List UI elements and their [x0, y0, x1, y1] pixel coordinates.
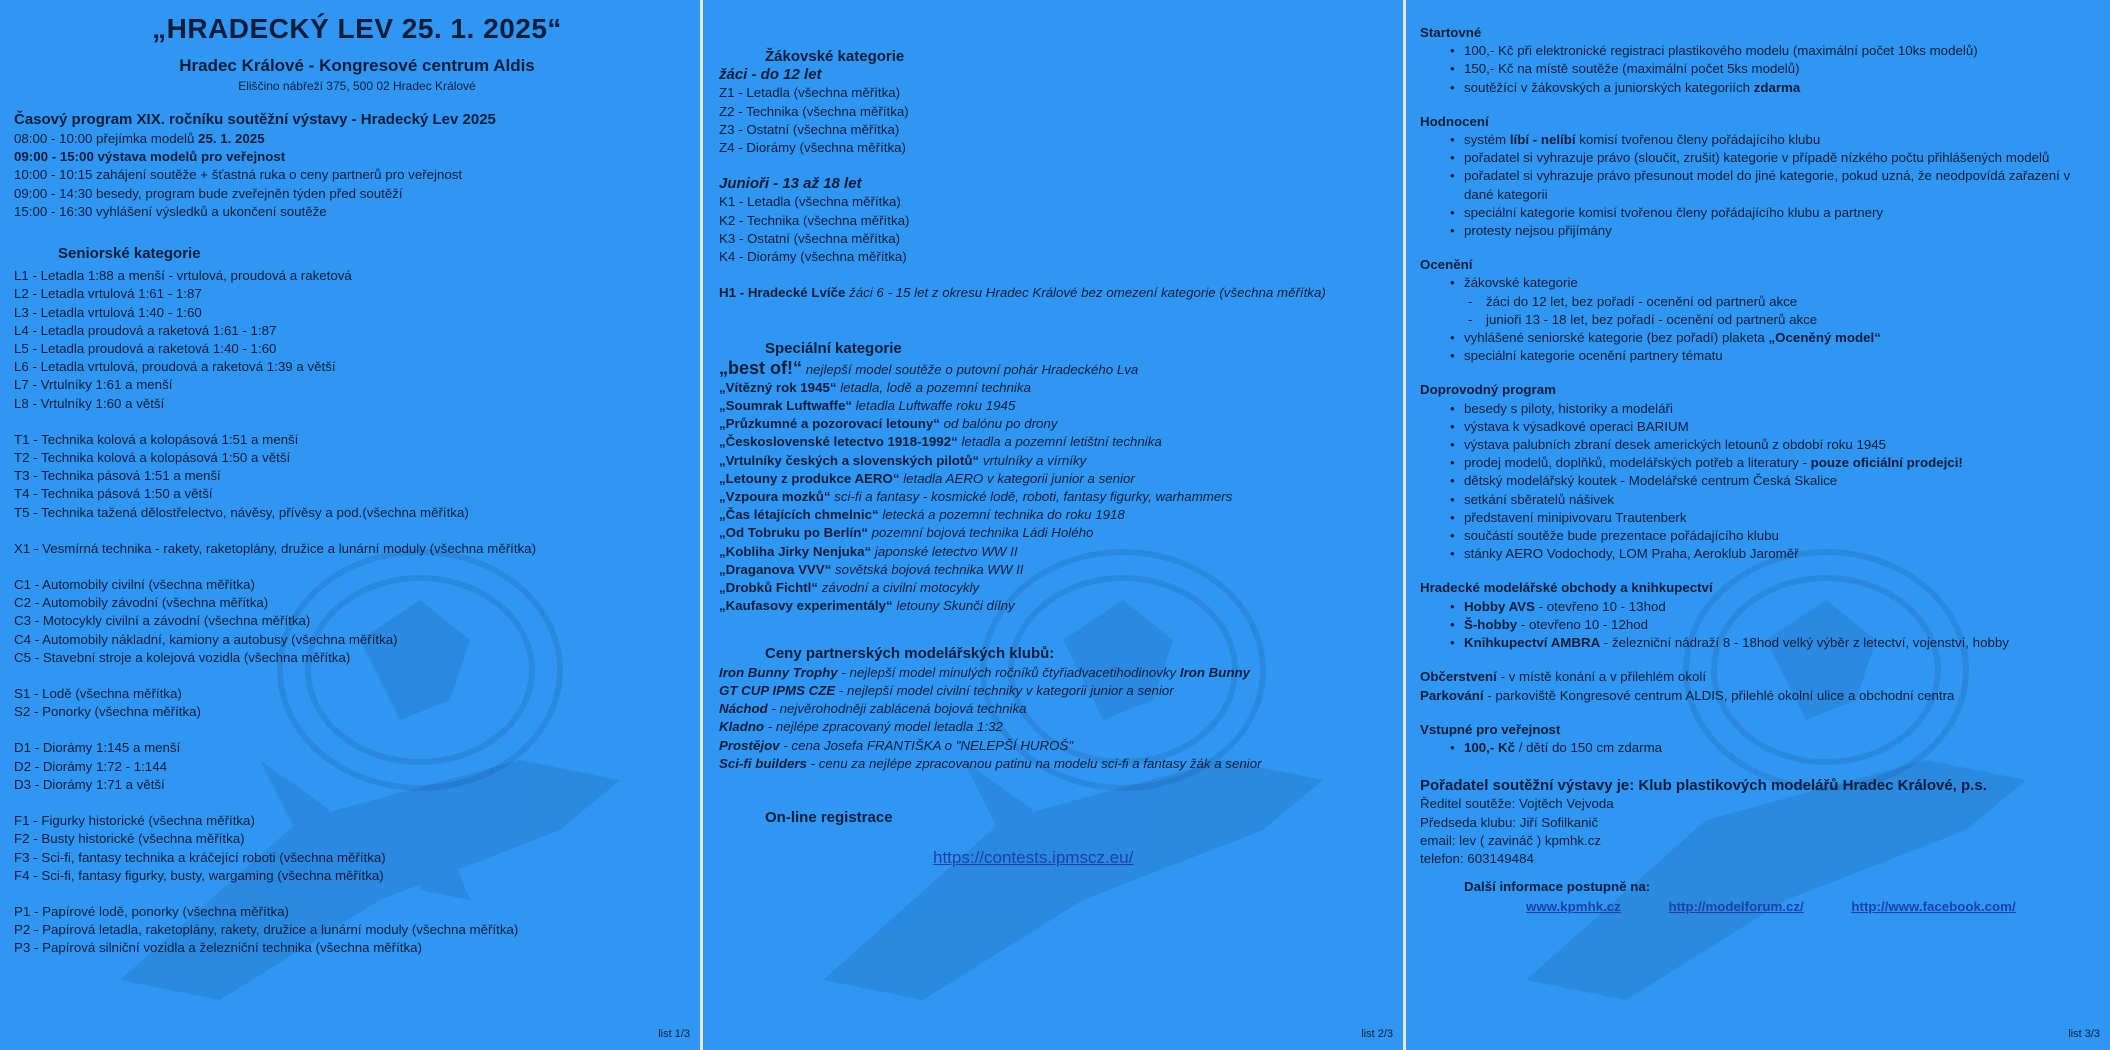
special-category: „Kaufasovy experimentály“ letouny Skunči dílny [719, 598, 1015, 614]
senior-heading: Seniorské kategorie [58, 245, 201, 263]
category-item: C1 - Automobily civilní (všechna měřítka) [14, 577, 255, 593]
club-prize: Náchod - nejvěrohodněji zablácená bojová technika [719, 701, 1027, 717]
category-item: L6 - Letadla vrtulová, proudová a raketová 1:39 a větší [14, 359, 336, 375]
shop-item: • Hobby AVS - otevřeno 10 - 13hod [1420, 598, 2110, 616]
special-category: „Letouny z produkce AERO“ letadla AERO v kategorii junior a senior [719, 470, 1135, 486]
program-title: Časový program XIX. ročníku soutěžní výstavy - Hradecký Lev 2025 [14, 111, 496, 128]
page-3-content [1406, 0, 2110, 1050]
category-item: T5 - Technika tažená dělostřelectvo, návěsy, přívěsy a pod.(všechna měřítka) [14, 504, 469, 520]
program-item: • dětský modelářský koutek - Modelářské centrum Česká Skalice [1420, 472, 2110, 490]
page-1-content [0, 0, 700, 1050]
category-item: T2 - Technika kolová a kolopásová 1:50 a větší [14, 450, 291, 466]
special-category: „Průzkumné a pozorovací letouny“ od balónu po drony [719, 416, 1058, 432]
pupils-subheading: žáci - do 12 let [719, 66, 822, 84]
category-item: L2 - Letadla vrtulová 1:61 - 1:87 [14, 286, 202, 302]
schedule-item: 09:00 - 14:30 besedy, program bude zveřejněn týden před soutěží [14, 185, 403, 201]
category-item: Z1 - Letadla (všechna měřítka) [719, 85, 901, 101]
category-item: L4 - Letadla proudová a raketová 1:61 - 1:87 [14, 322, 277, 338]
shop-item: • Knihkupectví AMBRA - železniční nádraží 8 - 18hod velký výběr z letectví, vojenství, hobby [1420, 634, 2110, 652]
junior-categories-heading: Žákovské kategorie [765, 48, 905, 65]
program-item: • součástí soutěže bude prezentace pořádajícího klubu [1420, 527, 2110, 545]
category-item: Z3 - Ostatní (všechna měřítka) [719, 121, 900, 137]
page-number: list 2/3 [1361, 1028, 1393, 1040]
award-subitem: - junioři 13 - 18 let, bez pořadí - ocenění od partnerů akce [1420, 311, 2110, 329]
award-item: • vyhlášené seniorské kategorie (bez pořadí) plaketa „Oceněný model“ [1420, 329, 2110, 347]
category-item: L5 - Letadla proudová a raketová 1:40 - 1:60 [14, 341, 277, 357]
refreshments-info: Občerstvení - v místě konání a v přilehlém okolí [1420, 669, 1707, 685]
registration-link[interactable]: https://contests.ipmscz.eu/ [933, 848, 1134, 868]
program-item: • prodej modelů, doplňků, modelářských potřeb a literatury - pouze oficiální prodejci! [1420, 454, 2110, 472]
category-item: T1 - Technika kolová a kolopásová 1:51 a menší [14, 431, 299, 447]
special-category: „Drobků Fichtl“ závodní a civilní motocykly [719, 580, 980, 596]
club-prize: Sci-fi builders - cenu za nejlépe zpracovanou patinu na modelu sci-fi a fantasy žák a senior [719, 755, 1262, 771]
special-category: „Vzpoura mozků“ sci-fi a fantasy - kosmické lodě, roboti, fantasy figurky, warhammers [719, 489, 1233, 505]
category-item: K4 - Diorámy (všechna měřítka) [719, 249, 907, 265]
category-item: F4 - Sci-fi, fantasy figurky, busty, wargaming (všechna měřítka) [14, 867, 384, 883]
club-prize: GT CUP IPMS CZE - nejlepší model civilní techniky v kategorii junior a senior [719, 682, 1174, 698]
best-of-category: „best of!“ nejlepší model soutěže o putovní pohár Hradeckého Lva [719, 357, 1139, 378]
page-2 [703, 0, 1403, 1050]
category-item: C4 - Automobily nákladní, kamiony a autobusy (všechna měřítka) [14, 631, 398, 647]
evaluation-heading: Hodnocení [1420, 113, 1489, 129]
category-item: L1 - Letadla 1:88 a menší - vrtulová, proudová a raketová [14, 268, 352, 284]
special-category: „Čas létajících chmelnic“ letecká a pozemní technika do roku 1918 [719, 507, 1125, 523]
category-item: K2 - Technika (všechna měřítka) [719, 212, 910, 228]
special-category: „Draganova VVV“ sovětská bojová technika WW II [719, 561, 1024, 577]
category-item: D1 - Diorámy 1:145 a menší [14, 740, 181, 756]
evaluation-item: • systém líbí - nelíbí komisí tvořenou členy pořádajícího klubu [1420, 131, 2110, 149]
category-item: L7 - Vrtulníky 1:61 a menší [14, 377, 173, 393]
special-categories-list [719, 379, 1403, 616]
category-item: Z4 - Diorámy (všechna měřítka) [719, 140, 906, 156]
page-3 [1406, 0, 2110, 1050]
special-category: „Československé letectvo 1918-1992“ letadla a pozemní letištní technika [719, 434, 1162, 450]
category-item: T3 - Technika pásová 1:51 a menší [14, 468, 221, 484]
shops-heading: Hradecké modelářské obchody a knihkupectví [1420, 580, 1713, 596]
category-item: C3 - Motocykly civilní a závodní (všechna měřítka) [14, 613, 311, 629]
category-item: X1 - Vesmírná technika - rakety, raketoplány, družice a lunární moduly (všechna měřítka) [14, 540, 537, 556]
award-subitem: - žáci do 12 let, bez pořadí - ocenění od partnerů akce [1420, 293, 2110, 311]
program-item: • setkání sběratelů nášivek [1420, 491, 2110, 509]
kpmhk-link[interactable]: www.kpmhk.cz [1526, 899, 1621, 915]
award-item: • speciální kategorie ocenění partnery tématu [1420, 347, 2110, 365]
category-item: Z2 - Technika (všechna měřítka) [719, 103, 909, 119]
evaluation-item: • protesty nejsou přijímány [1420, 222, 2110, 240]
facebook-link[interactable]: http://www.facebook.com/ [1851, 899, 2016, 915]
program-item: • stánky AERO Vodochody, LOM Praha, Aeroklub Jaroměř [1420, 545, 2110, 563]
schedule-item: 09:00 - 15:00 výstava modelů pro veřejnost [14, 149, 286, 165]
page-2-content [703, 0, 1403, 1050]
program-item: • výstava k výsadkové operaci BARIUM [1420, 418, 2110, 436]
senior-categories [14, 267, 700, 957]
fee-item: • 100,- Kč při elektronické registraci plastikového modelu (maximální počet 10ks modelů) [1420, 42, 2110, 60]
category-item: F3 - Sci-fi, fantasy technika a kráčející roboti (všechna měřítka) [14, 849, 386, 865]
special-category: „Vítězný rok 1945“ letadla, lodě a pozemní technika [719, 379, 1031, 395]
venue-title: Hradec Králové - Kongresové centrum Aldis [179, 56, 535, 75]
evaluation-item: • pořadatel si vyhrazuje právo přesunout model do jiné kategorie, pokud uzná, že neodpovídá zařazení v dané kategorii [1420, 167, 2100, 203]
club-prize: Kladno - nejlépe zpracovaný model letadla 1:32 [719, 719, 1003, 735]
schedule-item: 08:00 - 10:00 přejímka modelů 25. 1. 2025 [14, 131, 265, 146]
more-info-label: Další informace postupně na: [1464, 879, 1651, 895]
category-item: L8 - Vrtulníky 1:60 a větší [14, 395, 165, 411]
category-item: P2 - Papírová letadla, raketoplány, rakety, družice a lunární moduly (všechna měřítka) [14, 922, 519, 938]
awards-heading: Ocenění [1420, 257, 1473, 273]
schedule-item: 10:00 - 10:15 zahájení soutěže + šťastná ruka o ceny partnerů pro veřejnost [14, 167, 463, 183]
category-item: F2 - Busty historické (všechna měřítka) [14, 831, 245, 847]
email-info: email: lev ( zavináč ) kpmhk.cz [1420, 832, 1602, 848]
schedule-item: 15:00 - 16:30 vyhlášení výsledků a ukončení soutěže [14, 203, 327, 219]
page-1 [0, 0, 700, 1050]
juniors-subheading: Junioři - 13 až 18 let [719, 175, 862, 193]
category-item: F1 - Figurky historické (všechna měřítka) [14, 813, 255, 829]
club-prizes-list [719, 664, 1403, 773]
evaluation-item: • pořadatel si vyhrazuje právo (sloučit, zrušit) kategorie v případě nízkého počtu přihlášených modelů [1420, 149, 2110, 167]
program-item: • besedy s piloty, historiky a modeláři [1420, 400, 2110, 418]
online-registration-heading: On-line registrace [765, 808, 893, 826]
h1-category: H1 - Hradecké Lvíče žáci 6 - 15 let z okresu Hradec Králové bez omezení kategorie (všechna měřítka) [719, 285, 1326, 301]
info-links [1420, 898, 2110, 916]
category-item: P3 - Papírová silniční vozidla a železniční technika (všechna měřítka) [14, 940, 422, 956]
parking-info: Parkování - parkoviště Kongresové centrum ALDIS, přilehlé okolní ulice a obchodní centra [1420, 687, 1955, 703]
fee-item: • soutěžící v žákovských a juniorských kategoriích zdarma [1420, 79, 2110, 97]
category-item: T4 - Technika pásová 1:50 a větší [14, 486, 213, 502]
organizer-title: Pořadatel soutěžní výstavy je: Klub plastikových modelářů Hradec Králové, p.s. [1420, 777, 1987, 795]
special-category: „Kobliha Jirky Nenjuka“ japonské letectvo WW II [719, 543, 1018, 559]
category-item: S2 - Ponorky (všechna měřítka) [14, 704, 201, 720]
fee-item: • 150,- Kč na místě soutěže (maximální počet 5ks modelů) [1420, 60, 2110, 78]
category-item: K3 - Ostatní (všechna měřítka) [719, 230, 901, 246]
special-category: „Soumrak Luftwaffe“ letadla Luftwaffe roku 1945 [719, 398, 1016, 414]
category-item: S1 - Lodě (všechna měřítka) [14, 686, 182, 702]
special-categories-heading: Speciální kategorie [765, 340, 902, 358]
modelforum-link[interactable]: http://modelforum.cz/ [1668, 899, 1804, 915]
page-number: list 3/3 [2068, 1028, 2100, 1040]
evaluation-item: • speciální kategorie komisí tvořenou členy pořádajícího klubu a partnery [1420, 204, 2110, 222]
shop-item: • Š-hobby - otevřeno 10 - 12hod [1420, 616, 2110, 634]
program-item: • představení minipivovaru Trautenberk [1420, 509, 2110, 527]
special-category: „Od Tobruku po Berlín“ pozemní bojová technika Ládi Holého [719, 525, 1094, 541]
event-title: „HRADECKÝ LEV 25. 1. 2025“ [152, 13, 562, 44]
fees-heading: Startovné [1420, 25, 1482, 40]
award-item: • žákovské kategorie [1420, 274, 2110, 292]
club-prizes-heading: Ceny partnerských modelářských klubů: [765, 645, 1055, 663]
phone-info: telefon: 603149484 [1420, 850, 1534, 866]
page-number: list 1/3 [658, 1028, 690, 1040]
admission-item: • 100,- Kč / dětí do 150 cm zdarma [1420, 739, 2110, 757]
schedule [14, 130, 700, 221]
club-prize: Iron Bunny Trophy - nejlepší model minulých ročníků čtyřiadvacetihodinovky Iron Bunny [719, 664, 1251, 680]
chairman-info: Předseda klubu: Jiří Sofilkanič [1420, 814, 1599, 830]
admission-heading: Vstupné pro veřejnost [1420, 721, 1561, 737]
category-item: P1 - Papírové lodě, ponorky (všechna měřítka) [14, 903, 289, 919]
category-item: L3 - Letadla vrtulová 1:40 - 1:60 [14, 304, 202, 320]
side-program-heading: Doprovodný program [1420, 382, 1556, 398]
category-item: D2 - Diorámy 1:72 - 1:144 [14, 758, 167, 774]
director-info: Ředitel soutěže: Vojtěch Vejvoda [1420, 796, 1614, 812]
special-category: „Vrtulníky českých a slovenských pilotů“ vrtulníky a vírníky [719, 452, 1087, 468]
category-item: D3 - Diorámy 1:71 a větší [14, 776, 165, 792]
program-item: • výstava palubních zbraní desek amerických letounů z období roku 1945 [1420, 436, 2110, 454]
category-item: C2 - Automobily závodní (všechna měřítka) [14, 595, 269, 611]
category-item: C5 - Stavební stroje a kolejová vozidla (všechna měřítka) [14, 649, 351, 665]
category-item: K1 - Letadla (všechna měřítka) [719, 194, 901, 210]
venue-address: Eliščino nábřeží 375, 500 02 Hradec Králové [238, 79, 476, 93]
club-prize: Prostějov - cena Josefa FRANTIŠKA o "NELEPŠÍ HUROŠ" [719, 737, 1074, 753]
